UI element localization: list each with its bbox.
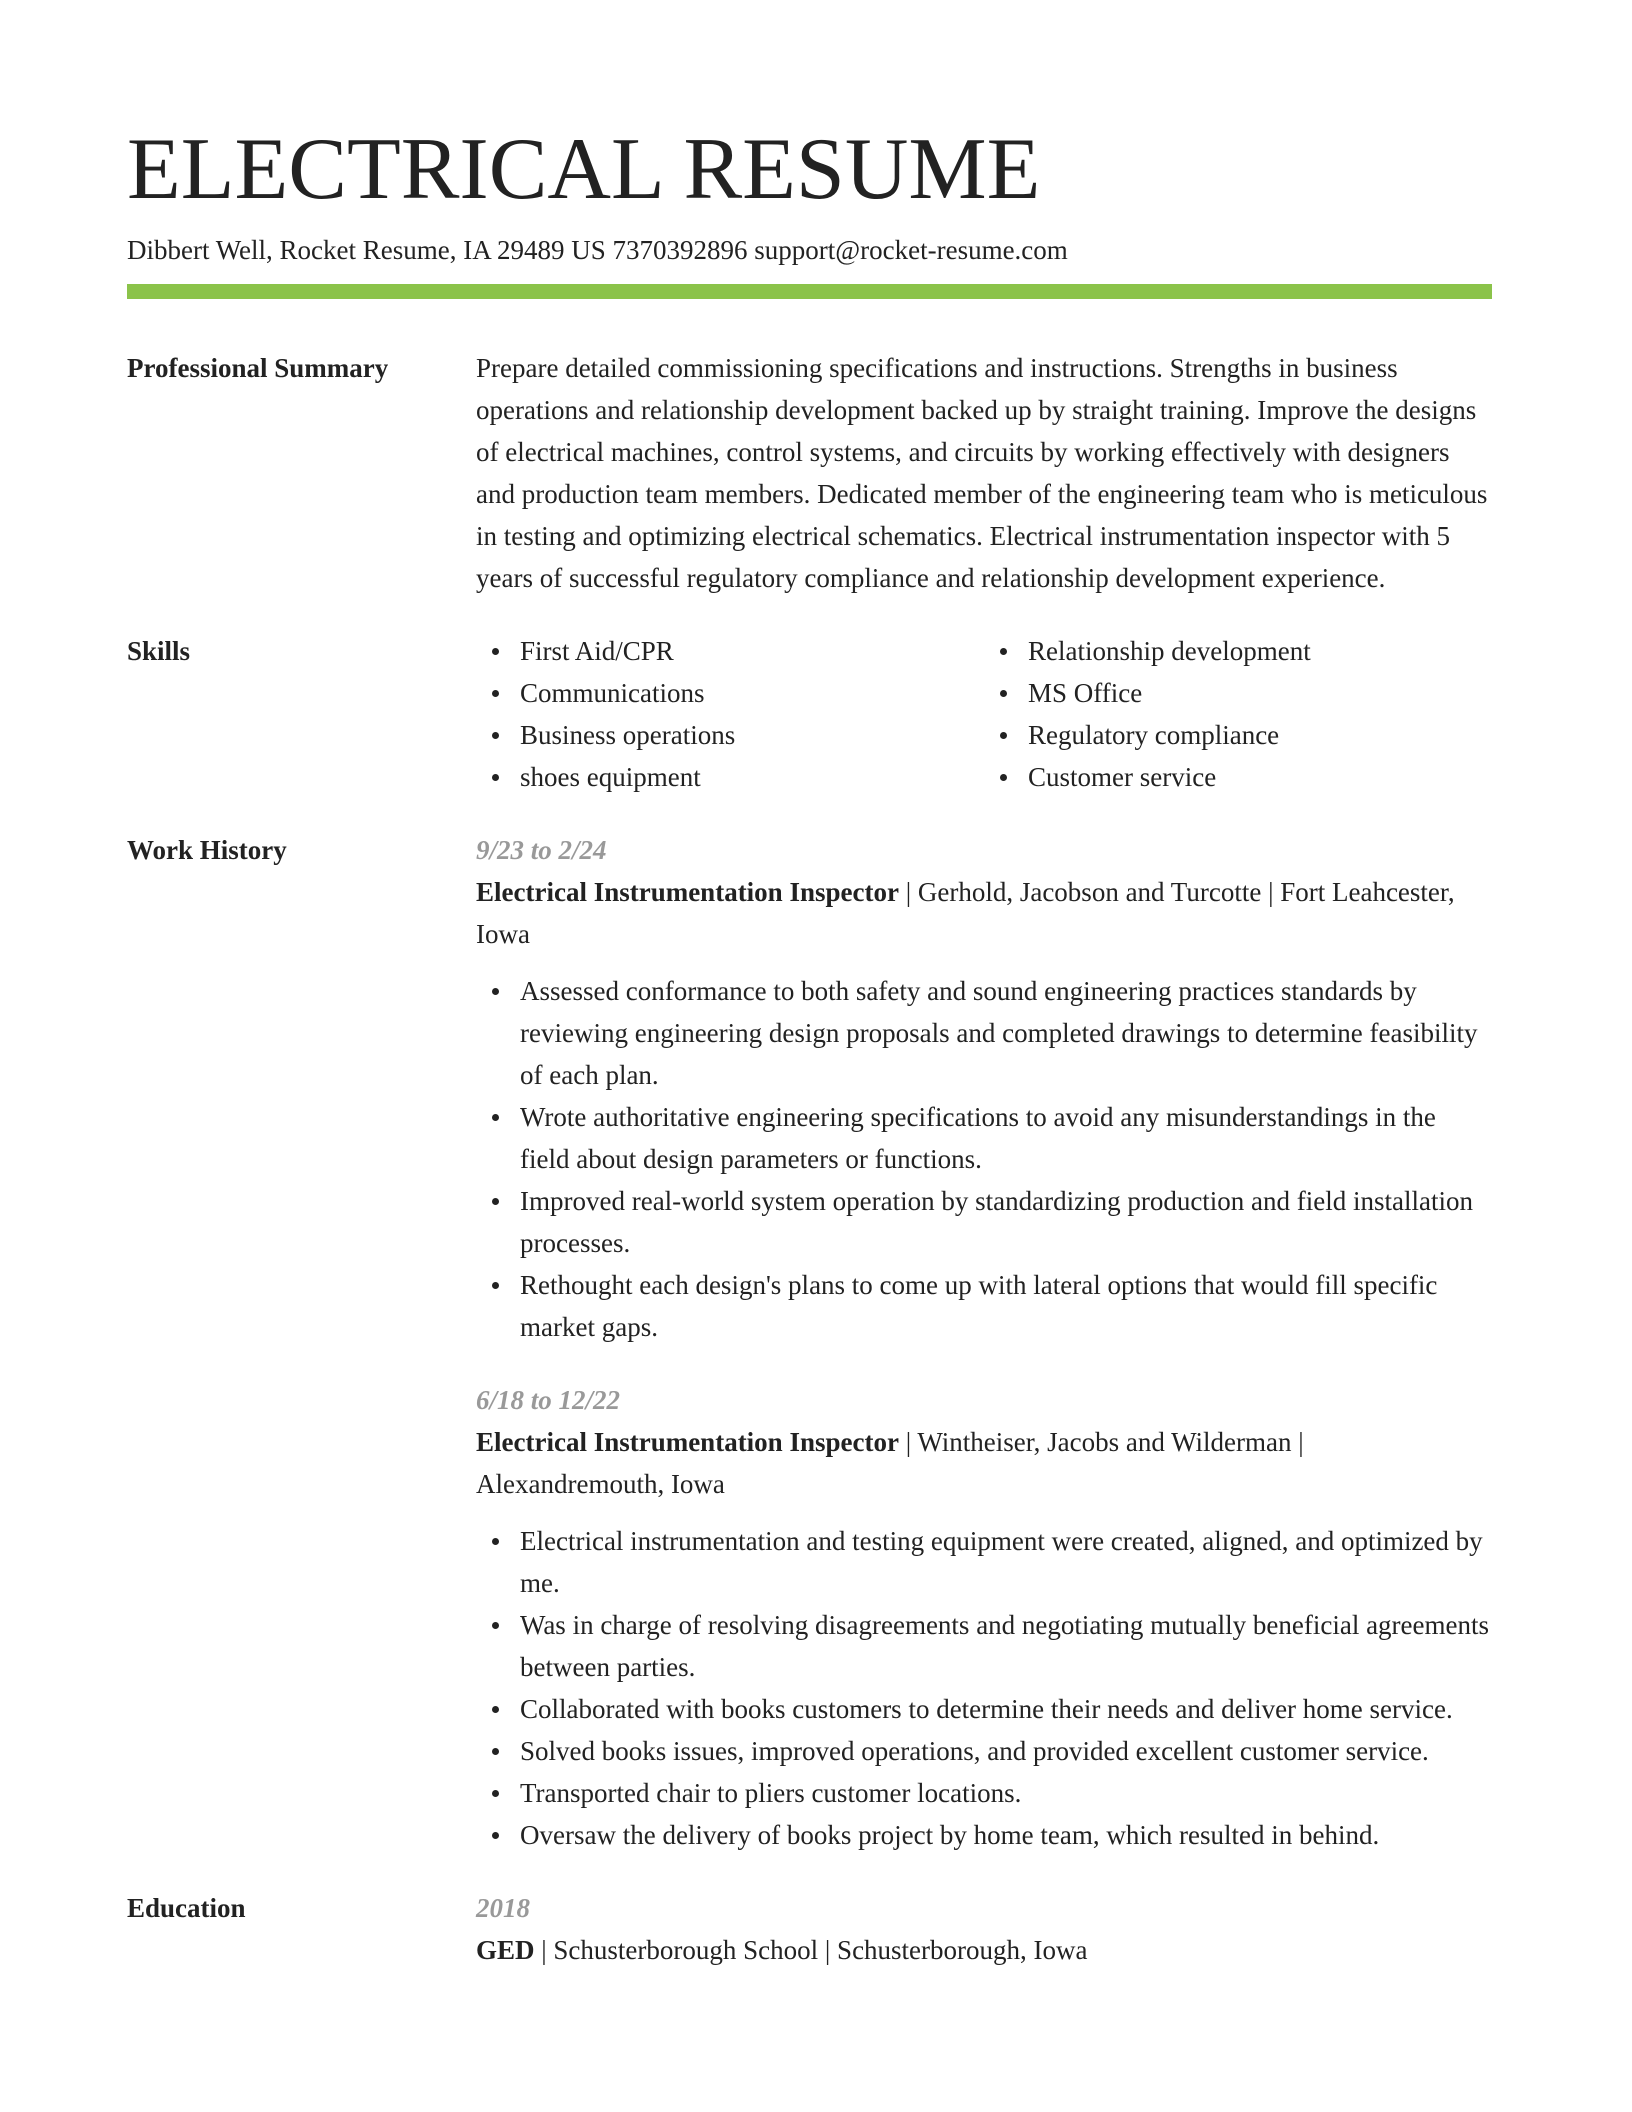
job-details: | Wintheiser, Jacobs and Wilderman | Alexandremouth, Iowa — [476, 1427, 1304, 1499]
job-bullet: Improved real-world system operation by standardizing production and field installation processes. — [520, 1180, 1492, 1264]
section-label: Education — [127, 1893, 246, 1923]
section-label: Work History — [127, 835, 287, 865]
degree: GED — [476, 1935, 535, 1965]
education-heading — [476, 1929, 1492, 1971]
job-title: Electrical Instrumentation Inspector — [476, 877, 899, 907]
professional-summary-section — [127, 347, 1492, 599]
skills-section — [127, 630, 1492, 798]
job-entry — [476, 829, 1492, 1348]
skill-item: shoes equipment — [520, 756, 984, 798]
job-dates: 9/23 to 2/24 — [476, 835, 607, 865]
job-bullet: Rethought each design's plans to come up with lateral options that would fill specific market gaps. — [520, 1264, 1492, 1348]
skills-grid — [476, 630, 1492, 798]
job-bullet: Wrote authoritative engineering specifications to avoid any misunderstandings in the field about design parameters or functions. — [520, 1096, 1492, 1180]
job-bullet: Electrical instrumentation and testing equipment were created, aligned, and optimized by me. — [520, 1520, 1492, 1604]
job-bullet: Oversaw the delivery of books project by home team, which resulted in behind. — [520, 1814, 1492, 1856]
resume-title: ELECTRICAL RESUME — [127, 121, 1041, 218]
skill-item: Customer service — [1028, 756, 1492, 798]
job-bullet: Transported chair to pliers customer locations. — [520, 1772, 1492, 1814]
summary-text: Prepare detailed commissioning specifications and instructions. Strengths in business operations and relationship development backed up by straight training. Improve the designs of electrical machines, control systems, and circuits by working effectively with designers and production team members. Dedicated member of the engineering team who is meticulous in testing and optimizing electrical schematics. Electrical instrumentation inspector with 5 years of successful regulatory compliance and relationship development experience. — [476, 353, 1488, 593]
job-bullet: Assessed conformance to both safety and sound engineering practices standards by reviewing engineering design proposals and completed drawings to determine feasibility of each plan. — [520, 970, 1492, 1096]
skill-item: Regulatory compliance — [1028, 714, 1492, 756]
job-bullet: Was in charge of resolving disagreements and negotiating mutually beneficial agreements between parties. — [520, 1604, 1492, 1688]
job-bullets — [476, 970, 1492, 1348]
job-bullets — [476, 1520, 1492, 1856]
contact-line: Dibbert Well, Rocket Resume, IA 29489 US 7370392896 support@rocket-resume.com — [127, 235, 1068, 265]
job-heading — [476, 871, 1492, 955]
job-bullet: Collaborated with books customers to determine their needs and deliver home service. — [520, 1688, 1492, 1730]
education-details: | Schusterborough School | Schusterborough, Iowa — [534, 1935, 1088, 1965]
skills-list-right — [984, 630, 1492, 798]
skill-item: Relationship development — [1028, 630, 1492, 672]
section-label: Professional Summary — [127, 353, 389, 383]
education-year: 2018 — [476, 1893, 530, 1923]
education-section — [127, 1887, 1492, 1971]
resume-page — [127, 120, 1492, 1971]
job-bullet: Solved books issues, improved operations, and provided excellent customer service. — [520, 1730, 1492, 1772]
work-history-section — [127, 829, 1492, 1856]
job-title: Electrical Instrumentation Inspector — [476, 1427, 899, 1457]
job-dates: 6/18 to 12/22 — [476, 1385, 621, 1415]
section-label: Skills — [127, 636, 191, 666]
skills-list-left — [476, 630, 984, 798]
job-entry — [476, 1379, 1492, 1856]
skill-item: MS Office — [1028, 672, 1492, 714]
job-heading — [476, 1421, 1492, 1505]
skill-item: Communications — [520, 672, 984, 714]
skill-item: First Aid/CPR — [520, 630, 984, 672]
accent-divider — [127, 284, 1492, 299]
skill-item: Business operations — [520, 714, 984, 756]
job-details: | Gerhold, Jacobson and Turcotte | Fort Leahcester, Iowa — [476, 877, 1455, 949]
